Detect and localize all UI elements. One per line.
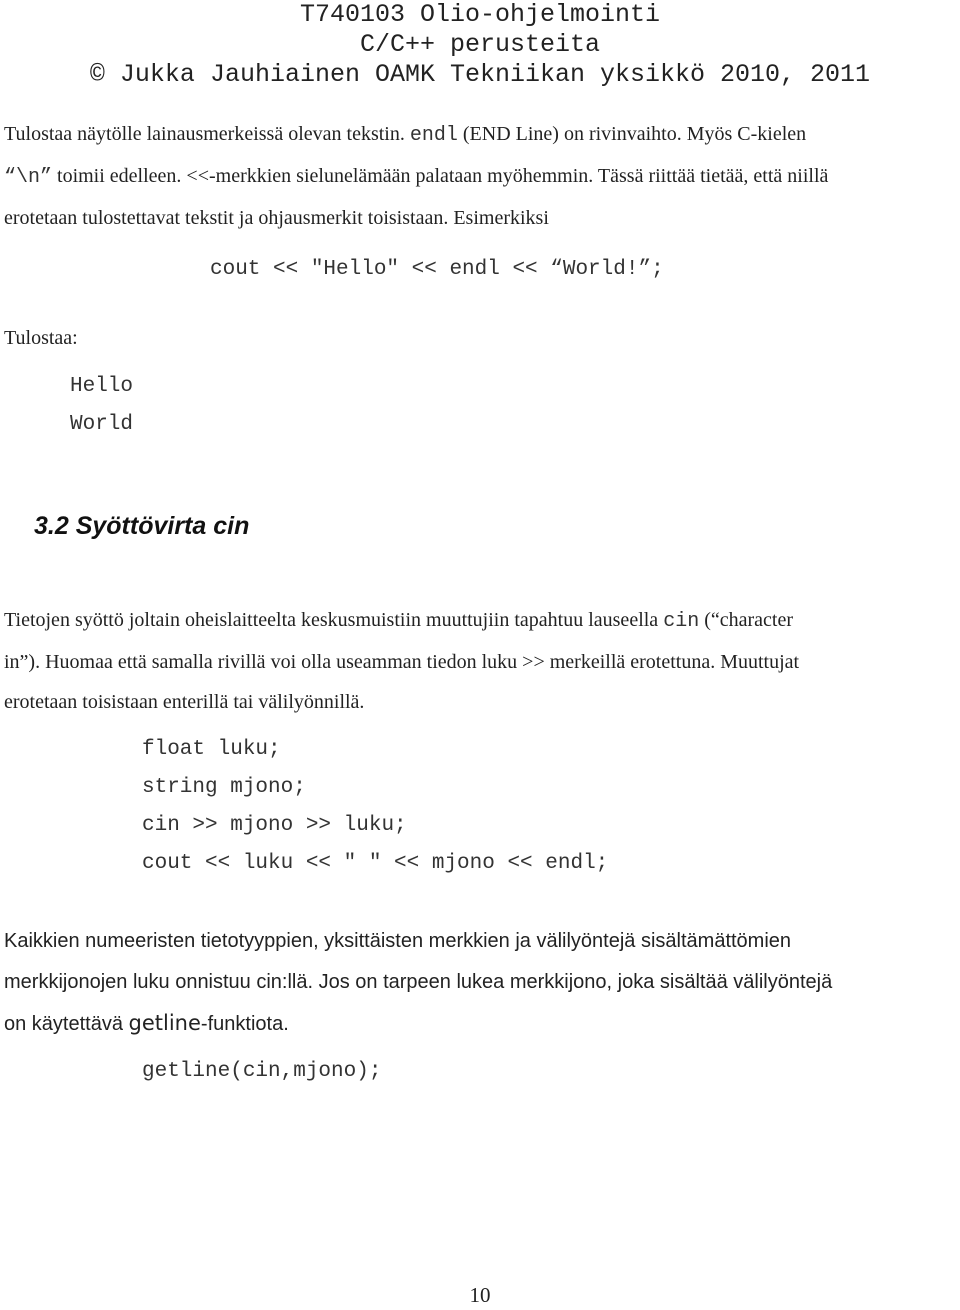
code-line: float luku;: [142, 738, 281, 761]
inline-code: endl: [409, 124, 458, 147]
getline-paragraph: [4, 921, 832, 1045]
cin-line-1: [4, 600, 799, 642]
header-copyright: © Jukka Jauhiainen OAMK Tekniikan yksikkö 2010, 2011: [89, 60, 871, 89]
intro-text: (END Line) on rivinvaihto. Myös C-kielen: [457, 123, 807, 145]
cin-text: in”). Huomaa että samalla rivillä voi olla useamman tiedon luku >> merkeillä erotettuna. Muuttujat: [4, 651, 800, 673]
intro-paragraph: [4, 114, 828, 238]
getline-code: getline(cin,mjono);: [142, 1060, 382, 1083]
function-name: getline: [128, 1011, 201, 1035]
getline-text: Kaikkien numeeristen tietotyyppien, yksittäisten merkkien ja välilyöntejä sisältämättömien: [4, 930, 792, 952]
getline-text: merkkijonojen luku onnistuu cin:llä. Jos on tarpeen lukea merkkijono, joka sisältää välilyöntejä: [4, 971, 833, 993]
intro-line-3: [4, 198, 828, 238]
cin-text: erotetaan toisistaan enterillä tai välilyönnillä.: [4, 691, 365, 713]
cin-text: (“character: [699, 609, 794, 631]
header-subtitle: C/C++ perusteita: [359, 30, 601, 59]
prints-label: Tulostaa:: [4, 327, 78, 349]
intro-text: Tulostaa näytölle lainausmerkeissä olevan tekstin.: [4, 123, 410, 145]
cin-line-3: [4, 682, 799, 722]
inline-code: cin: [663, 610, 700, 633]
cin-line-2: [4, 642, 799, 682]
output-line: Hello: [70, 375, 134, 398]
getline-line-2: [4, 962, 832, 1003]
header-course: T740103 Olio-ohjelmointi: [299, 0, 661, 29]
code-line: cin >> mjono >> luku;: [142, 814, 407, 837]
intro-line-1: [4, 114, 828, 156]
inline-code: “\n”: [4, 166, 53, 189]
getline-line-3: [4, 1003, 832, 1045]
code-line: string mjono;: [142, 776, 306, 799]
intro-text: toimii edelleen. <<-merkkien sielunelämään palataan myöhemmin. Tässä riittää tietää, että niillä: [52, 165, 829, 187]
getline-text: on käytettävä: [4, 1013, 129, 1035]
example-code: cout << "Hello" << endl << “World!”;: [210, 258, 664, 281]
cin-text: Tietojen syöttö joltain oheislaitteelta keskusmuistiin muuttujiin tapahtuu lauseella: [4, 609, 664, 631]
getline-text: -funktiota.: [200, 1013, 289, 1035]
cin-paragraph: [4, 600, 799, 722]
output-line: World: [70, 413, 134, 436]
page-number: 10: [469, 1283, 491, 1307]
getline-line-1: [4, 921, 832, 962]
intro-text: erotetaan tulostettavat tekstit ja ohjausmerkit toisistaan. Esimerkiksi: [4, 207, 549, 229]
code-line: cout << luku << " " << mjono << endl;: [142, 852, 609, 875]
intro-line-2: [4, 156, 828, 198]
section-heading: 3.2 Syöttövirta cin: [34, 512, 250, 540]
